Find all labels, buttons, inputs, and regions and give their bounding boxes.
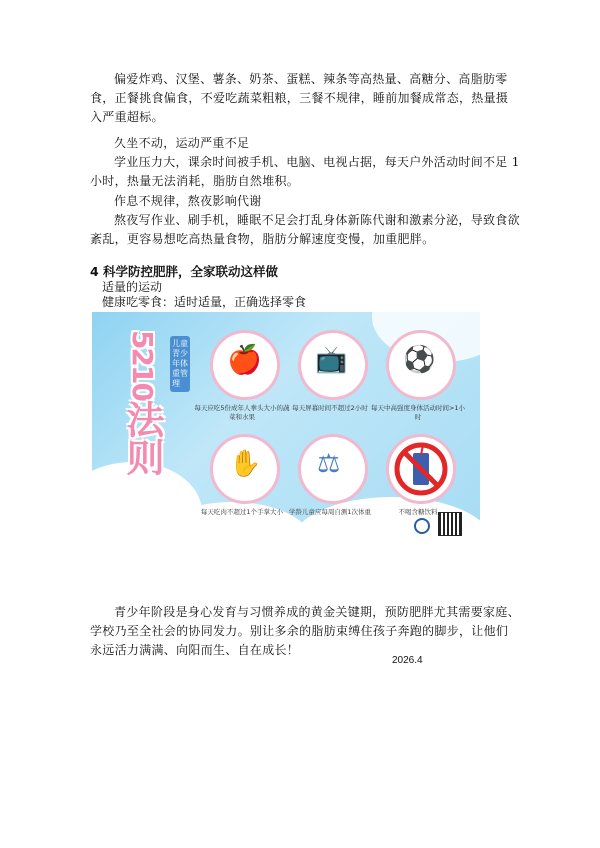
poster-5210-rule xyxy=(92,312,480,544)
section-sedentary-title: 久坐不动，运动严重不足 xyxy=(114,136,250,150)
qr-code-icon xyxy=(438,512,462,536)
document-date: 2026.4 xyxy=(392,655,423,666)
no-drink-icon xyxy=(389,437,453,501)
running-icon: ⚽ xyxy=(403,345,436,375)
scale-icon: ⚖ xyxy=(317,449,341,479)
section-sedentary-body: 学业压力大，课余时间被手机、电脑、电视占据，每天户外活动时间不足 1 小时，热量无法消耗，脂肪自然堆积。 xyxy=(90,155,520,188)
caption-activity: 每天中高强度身体活动时间>1小时 xyxy=(370,404,466,421)
section-heading: 4 科学防控肥胖，全家联动这样做 xyxy=(90,264,279,279)
poster-subtitle: 儿童青少年体重管理 xyxy=(170,336,190,392)
screen-time-circle xyxy=(298,330,368,400)
poster-title xyxy=(112,330,172,476)
weight-circle xyxy=(298,434,368,504)
meat-circle xyxy=(210,434,280,504)
caption-no-sugar-drink: 不喝含糖饮料 xyxy=(398,508,438,516)
caption-meat: 每天吃肉不超过1个手掌大小 xyxy=(200,508,284,516)
caption-weight: 学龄儿童应每周自测1次体重 xyxy=(288,508,372,516)
logo-icon xyxy=(414,518,430,534)
subitem-exercise: 适量的运动 xyxy=(102,280,163,294)
hand-icon: ✋ xyxy=(229,449,262,479)
activity-circle xyxy=(386,330,456,400)
fruit-icon: 🍎 xyxy=(227,343,262,376)
veg-fruit-circle xyxy=(210,330,280,400)
caption-veg-fruit: 每天应吃5份成年人拳头大小的蔬菜和水果 xyxy=(194,404,290,421)
paragraph-diet: 偏爱炸鸡、汉堡、薯条、奶茶、蛋糕、辣条等高热量、高糖分、高脂肪零食，正餐挑食偏食，不爱吃蔬菜粗粮，三餐不规律，睡前加餐成常态，热量摄入严重超标。 xyxy=(90,72,509,124)
closing-paragraph: 青少年阶段是身心发育与习惯养成的黄金关键期，预防肥胖尤其需要家庭、学校乃至全社会的协同发力。别让多余的脂肪束缚住孩子奔跑的脚步，让他们永远活力满满、向阳而生、自在成长！ xyxy=(90,605,520,657)
section-sleep-title: 作息不规律，熬夜影响代谢 xyxy=(114,194,262,208)
no-sugar-drink-circle xyxy=(386,434,456,504)
poster-title-law: 法则 xyxy=(120,399,164,476)
subitem-snacks: 健康吃零食：适时适量，正确选择零食 xyxy=(102,295,307,309)
poster-title-number: 5210 xyxy=(126,330,159,400)
caption-screen-time: 每天屏幕时间不超过2小时 xyxy=(292,404,368,412)
tv-icon: 📺 xyxy=(315,345,348,375)
section-sleep-body: 熬夜写作业、刷手机，睡眠不足会打乱身体新陈代谢和激素分泌，导致食欲紊乱，更容易想吃高热量食物，脂肪分解速度变慢，加重肥胖。 xyxy=(90,213,520,246)
